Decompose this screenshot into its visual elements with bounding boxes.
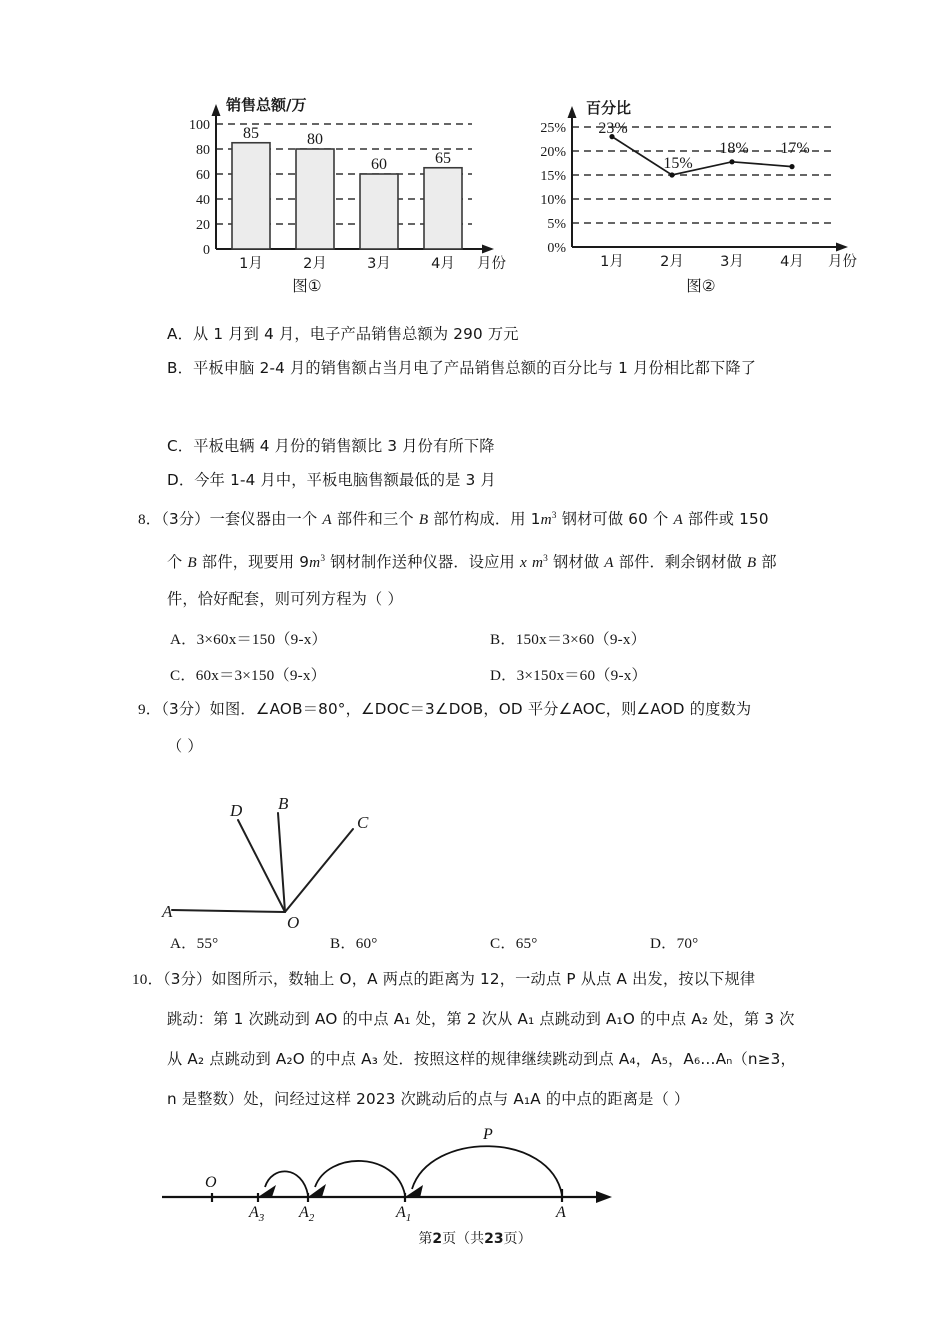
q10-number-line-figure: [150, 1125, 630, 1235]
q9-option-c[interactable]: [490, 932, 538, 953]
svg-text:80: 80: [196, 143, 210, 158]
footer-suffix: 页）: [503, 1231, 532, 1247]
svg-text:100: 100: [189, 118, 210, 133]
svg-text:2月: 2月: [303, 256, 327, 272]
q10-line-3: 从 A₂ 点跳动到 A₂O 的中点 A₃ 处．按照这样的规律继续跳动到点 A₄，A₅，A₆…Aₙ（n≥3，: [167, 1050, 796, 1068]
q8-option-d[interactable]: [490, 664, 647, 685]
svg-text:月份: 月份: [477, 256, 506, 272]
jump-arrow-a2: [308, 1184, 326, 1197]
q8-line-2: [167, 551, 777, 572]
jump-arc-a-to-a1: [412, 1146, 562, 1195]
q8-l1e: 部件或 150: [682, 510, 769, 528]
q9-angle-svg: [150, 790, 430, 935]
bar-jan: [232, 143, 270, 249]
line-chart-series: [612, 137, 792, 175]
q9-option-c-letter: C．: [490, 935, 516, 952]
bar-chart-xtick-labels: [239, 255, 506, 272]
q8-l2d: 钢材做: [548, 553, 605, 571]
svg-text:25%: 25%: [540, 121, 566, 136]
svg-text:15%: 15%: [663, 155, 693, 172]
q8-l1b: 部件和三个: [331, 510, 419, 528]
q8-unit-exp: 3: [551, 510, 557, 521]
q8-option-b[interactable]: [490, 628, 646, 649]
q9-score: （3分）: [161, 700, 210, 718]
svg-text:0%: 0%: [547, 241, 566, 256]
bar-chart-caption: 图①: [292, 277, 322, 295]
q8-option-b-letter: B．: [490, 631, 516, 648]
q8-line-1: 8．（3分）一套仪器由一个 A 部件和三个 B 部竹构成．用 $1m^3$ 钢材可做 60 个 A 部件或 150: [138, 510, 769, 528]
number-line-arrowhead: [596, 1191, 612, 1203]
ray-oa: [172, 910, 285, 912]
label-point-p: P: [483, 1126, 493, 1143]
svg-text:4月: 4月: [431, 256, 455, 272]
svg-text:18%: 18%: [719, 140, 749, 157]
q9-option-a-text: 55°: [196, 935, 219, 952]
line-chart-percentage: [520, 96, 870, 311]
q10-number: 10: [132, 971, 148, 988]
bar-chart-sales-total: [172, 96, 506, 311]
q8-part-b: B: [418, 511, 429, 528]
q8-unit-m3: m: [531, 554, 544, 571]
page-footer: [0, 1228, 950, 1248]
q9-line-2: （ ）: [167, 737, 203, 755]
q8-option-a-letter: A．: [170, 631, 197, 648]
svg-text:2月: 2月: [660, 254, 684, 270]
svg-text:85: 85: [243, 125, 259, 142]
label-point-a: A: [162, 902, 173, 921]
jump-arrow-a3: [258, 1185, 276, 1197]
ray-ob: [278, 813, 285, 912]
q8-l1c: 部竹构成．用 1: [428, 510, 541, 528]
q8-line-3: 件，恰好配套，则可列方程为（ ）: [167, 590, 403, 608]
svg-text:60: 60: [196, 168, 210, 183]
line-chart-value-labels: [598, 120, 809, 172]
svg-text:15%: 15%: [540, 169, 566, 184]
q10-number-line-svg: [150, 1125, 630, 1235]
label-point-b: B: [278, 794, 289, 813]
q8-option-c[interactable]: [170, 664, 326, 685]
label-point-a1: $A_1$: [396, 1204, 412, 1224]
q9-option-c-text: 65°: [515, 935, 538, 952]
q8-part-b3: B: [746, 554, 757, 571]
q8-option-b-text: 150x＝3×60（9‑x）: [515, 631, 647, 648]
svg-text:月份: 月份: [828, 254, 857, 270]
q9-option-a-letter: A．: [170, 935, 197, 952]
bar-chart-value-labels: [243, 125, 451, 173]
svg-text:20%: 20%: [540, 145, 566, 160]
label-point-a2: $A_2$: [299, 1204, 315, 1224]
svg-text:60: 60: [371, 156, 387, 173]
ray-od: [238, 820, 285, 912]
q9-option-d-letter: D．: [650, 935, 677, 952]
q7-option-b[interactable]: B．平板申脑 2‑4 月的销售额占当月电了产品销售总额的百分比与 1 月份相比都下降了: [167, 359, 757, 377]
q8-option-a-text: 3×60x＝150（9‑x）: [196, 631, 327, 648]
svg-text:20: 20: [196, 218, 210, 233]
bar-apr: [424, 168, 462, 249]
q9-option-d[interactable]: [650, 932, 698, 953]
q8-unit-m2: m: [309, 554, 321, 571]
svg-text:17%: 17%: [780, 140, 810, 157]
q10-line-4: n 是整数）处，问经过这样 2023 次跳动后的点与 A₁A 的中点的距离是（ ）: [167, 1090, 690, 1108]
jump-arc-a1-to-a2: [315, 1161, 405, 1195]
jump-arrow-a1: [405, 1185, 423, 1198]
footer-page-number: 2: [432, 1231, 443, 1247]
q8-option-d-text: 3×150x＝60（9‑x）: [516, 667, 647, 684]
svg-text:4月: 4月: [780, 254, 804, 270]
q8-part-b-2: B: [187, 554, 197, 571]
q8-number: 8: [138, 511, 146, 528]
q10-text-1: 如图所示，数轴上 O，A 两点的距离为 12，一动点 P 从点 A 出发，按以下规律: [211, 970, 756, 988]
line-chart-caption: 图②: [686, 277, 716, 295]
label-point-o: O: [287, 913, 300, 932]
svg-text:3月: 3月: [367, 256, 391, 272]
bar-chart-svg: [172, 96, 506, 281]
q9-option-b-letter: B．: [330, 935, 356, 952]
q10-line-2: 跳动：第 1 次跳动到 AO 的中点 A₁ 处，第 2 次从 A₁ 点跳动到 A₁O 的中点 A₂ 处，第 3 次: [167, 1010, 795, 1028]
q8-option-d-letter: D．: [490, 667, 517, 684]
svg-text:5%: 5%: [547, 217, 566, 232]
q8-option-c-text: 60x＝3×150（9‑x）: [195, 667, 327, 684]
q8-unit-exp3: 3: [543, 553, 549, 564]
svg-text:3月: 3月: [720, 254, 744, 270]
q9-number: 9: [138, 701, 146, 718]
q8-l2f: 部: [756, 553, 777, 571]
q9-option-b[interactable]: [330, 932, 378, 953]
bar-mar: [360, 174, 398, 249]
q8-unit-m: m: [540, 511, 552, 528]
q8-l2b: 部件，现要用 9: [196, 553, 310, 571]
svg-text:1月: 1月: [239, 256, 263, 272]
line-chart-ytick-labels: [540, 121, 566, 256]
q8-unit-exp2: 3: [320, 553, 326, 564]
q8-part-a3: A: [604, 554, 614, 571]
q10-line-1: 10．（3分）如图所示，数轴上 O，A 两点的距离为 12，一动点 P 从点 A 出发，按以下规律: [132, 970, 756, 988]
charts-row: [0, 96, 950, 311]
label-point-c: C: [357, 813, 369, 832]
q8-var-x: x: [519, 554, 527, 571]
q7-option-c[interactable]: C．平板电辆 4 月份的销售额比 3 月份有所下降: [167, 437, 495, 455]
svg-text:80: 80: [307, 131, 323, 148]
bar-feb: [296, 149, 334, 249]
footer-prefix: 第: [418, 1231, 433, 1247]
q9-text: 如图．∠AOB＝80°，∠DOC＝3∠DOB，OD 平分∠AOC，则∠AOD 的度数为: [209, 700, 752, 718]
footer-mid: 页（共: [442, 1231, 485, 1247]
svg-text:40: 40: [196, 193, 210, 208]
label-origin-o: O: [205, 1174, 217, 1191]
footer-total-pages: 23: [484, 1231, 504, 1247]
line-chart-svg: [520, 96, 870, 281]
q8-option-a[interactable]: [170, 628, 327, 649]
label-point-d: D: [230, 801, 243, 820]
q7-option-a[interactable]: A．从 1 月到 4 月，电子产品销售总额为 290 万元: [167, 325, 519, 343]
q10-score: （3分）: [162, 970, 212, 988]
q9-option-b-text: 60°: [355, 935, 378, 952]
q8-l2c: 钢材制作送种仪器．设应用: [325, 553, 520, 571]
line-chart-xtick-labels: [600, 253, 857, 270]
q8-l1d: 钢材可做 60 个: [556, 510, 674, 528]
q9-option-a[interactable]: [170, 932, 218, 953]
svg-text:1月: 1月: [600, 254, 624, 270]
ray-oc: [285, 829, 353, 912]
q7-option-d[interactable]: D．今年 1‑4 月中，平板电脑售额最低的是 3 月: [167, 471, 496, 489]
svg-text:65: 65: [435, 150, 451, 167]
q8-option-c-letter: C．: [170, 667, 196, 684]
q8-l2e: 部件．剩余钢材做: [613, 553, 747, 571]
svg-text:10%: 10%: [540, 193, 566, 208]
svg-text:23%: 23%: [598, 120, 628, 137]
svg-text:0: 0: [203, 243, 210, 258]
line-chart-y-axis-title: 百分比: [586, 99, 632, 117]
label-point-a3: $A_3$: [249, 1204, 265, 1224]
q8-score: （3分）: [161, 510, 210, 528]
q8-part-a: A: [322, 511, 332, 528]
line-chart-points: [609, 134, 794, 178]
bar-chart-ytick-labels: [189, 118, 210, 258]
bar-chart-y-axis-title: 销售总额/万: [226, 96, 307, 114]
q8-l2a: 个: [167, 553, 188, 571]
q8-l1a: 一套仪器由一个: [209, 510, 323, 528]
label-point-a: A: [556, 1204, 566, 1221]
q8-part-a2: A: [673, 511, 683, 528]
q9-angle-figure: [150, 790, 430, 935]
q9-option-d-text: 70°: [676, 935, 699, 952]
bar-chart-bars: [232, 143, 462, 249]
q9-line-1: 9．（3分）如图．∠AOB＝80°，∠DOC＝3∠DOB，OD 平分∠AOC，则∠AOD 的度数为: [138, 700, 752, 718]
